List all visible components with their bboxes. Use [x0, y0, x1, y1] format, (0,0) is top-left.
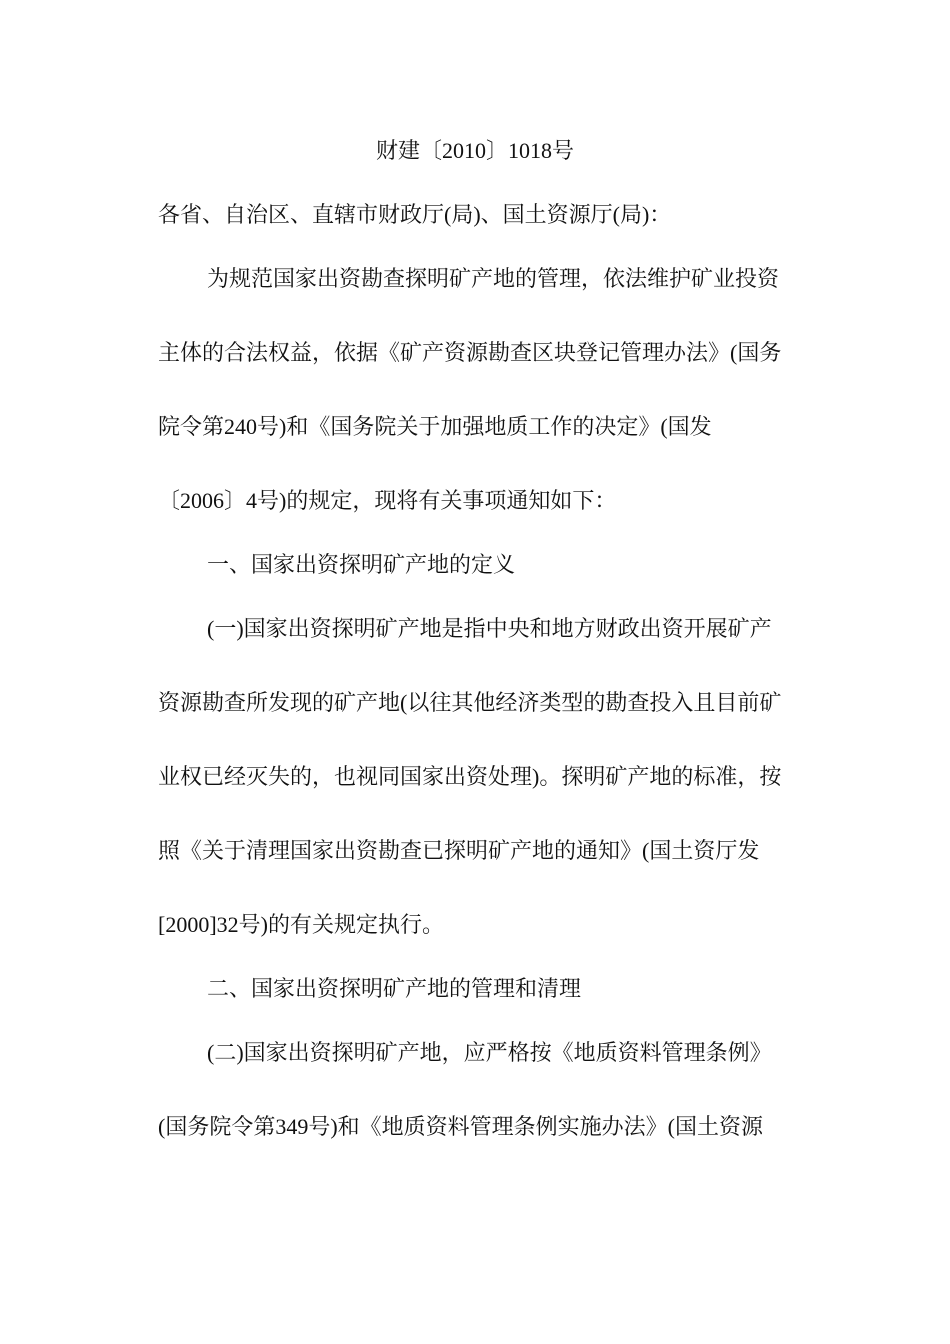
paragraph-line: (二)国家出资探明矿产地，应严格按《地质资料管理条例》	[207, 1040, 772, 1065]
section-heading: 二、国家出资探明矿产地的管理和清理	[207, 976, 582, 1001]
paragraph-line: 主体的合法权益，依据《矿产资源勘查区块登记管理办法》(国务	[158, 340, 782, 365]
paragraph-line: 业权已经灭失的，也视同国家出资处理)。探明矿产地的标准，按	[158, 764, 782, 789]
paragraph-line: 院令第240号)和《国务院关于加强地质工作的决定》(国发	[158, 414, 712, 439]
paragraph-line: (一)国家出资探明矿产地是指中央和地方财政出资开展矿产	[207, 616, 772, 641]
document-number: 财建〔2010〕1018号	[375, 138, 574, 163]
paragraph-line: (国务院令第349号)和《地质资料管理条例实施办法》(国土资源	[158, 1114, 763, 1139]
salutation: 各省、自治区、直辖市财政厅(局)、国土资源厅(局)：	[158, 202, 672, 227]
paragraph-line: 资源勘查所发现的矿产地(以往其他经济类型的勘查投入且目前矿	[158, 690, 782, 715]
paragraph-line: 〔2006〕4号)的规定，现将有关事项通知如下：	[158, 488, 617, 513]
section-heading: 一、国家出资探明矿产地的定义	[207, 552, 516, 577]
paragraph-line: [2000]32号)的有关规定执行。	[158, 912, 444, 937]
paragraph-line: 照《关于清理国家出资勘查已探明矿产地的通知》(国土资厅发	[158, 838, 760, 863]
paragraph-line: 为规范国家出资勘查探明矿产地的管理，依法维护矿业投资	[207, 266, 780, 291]
